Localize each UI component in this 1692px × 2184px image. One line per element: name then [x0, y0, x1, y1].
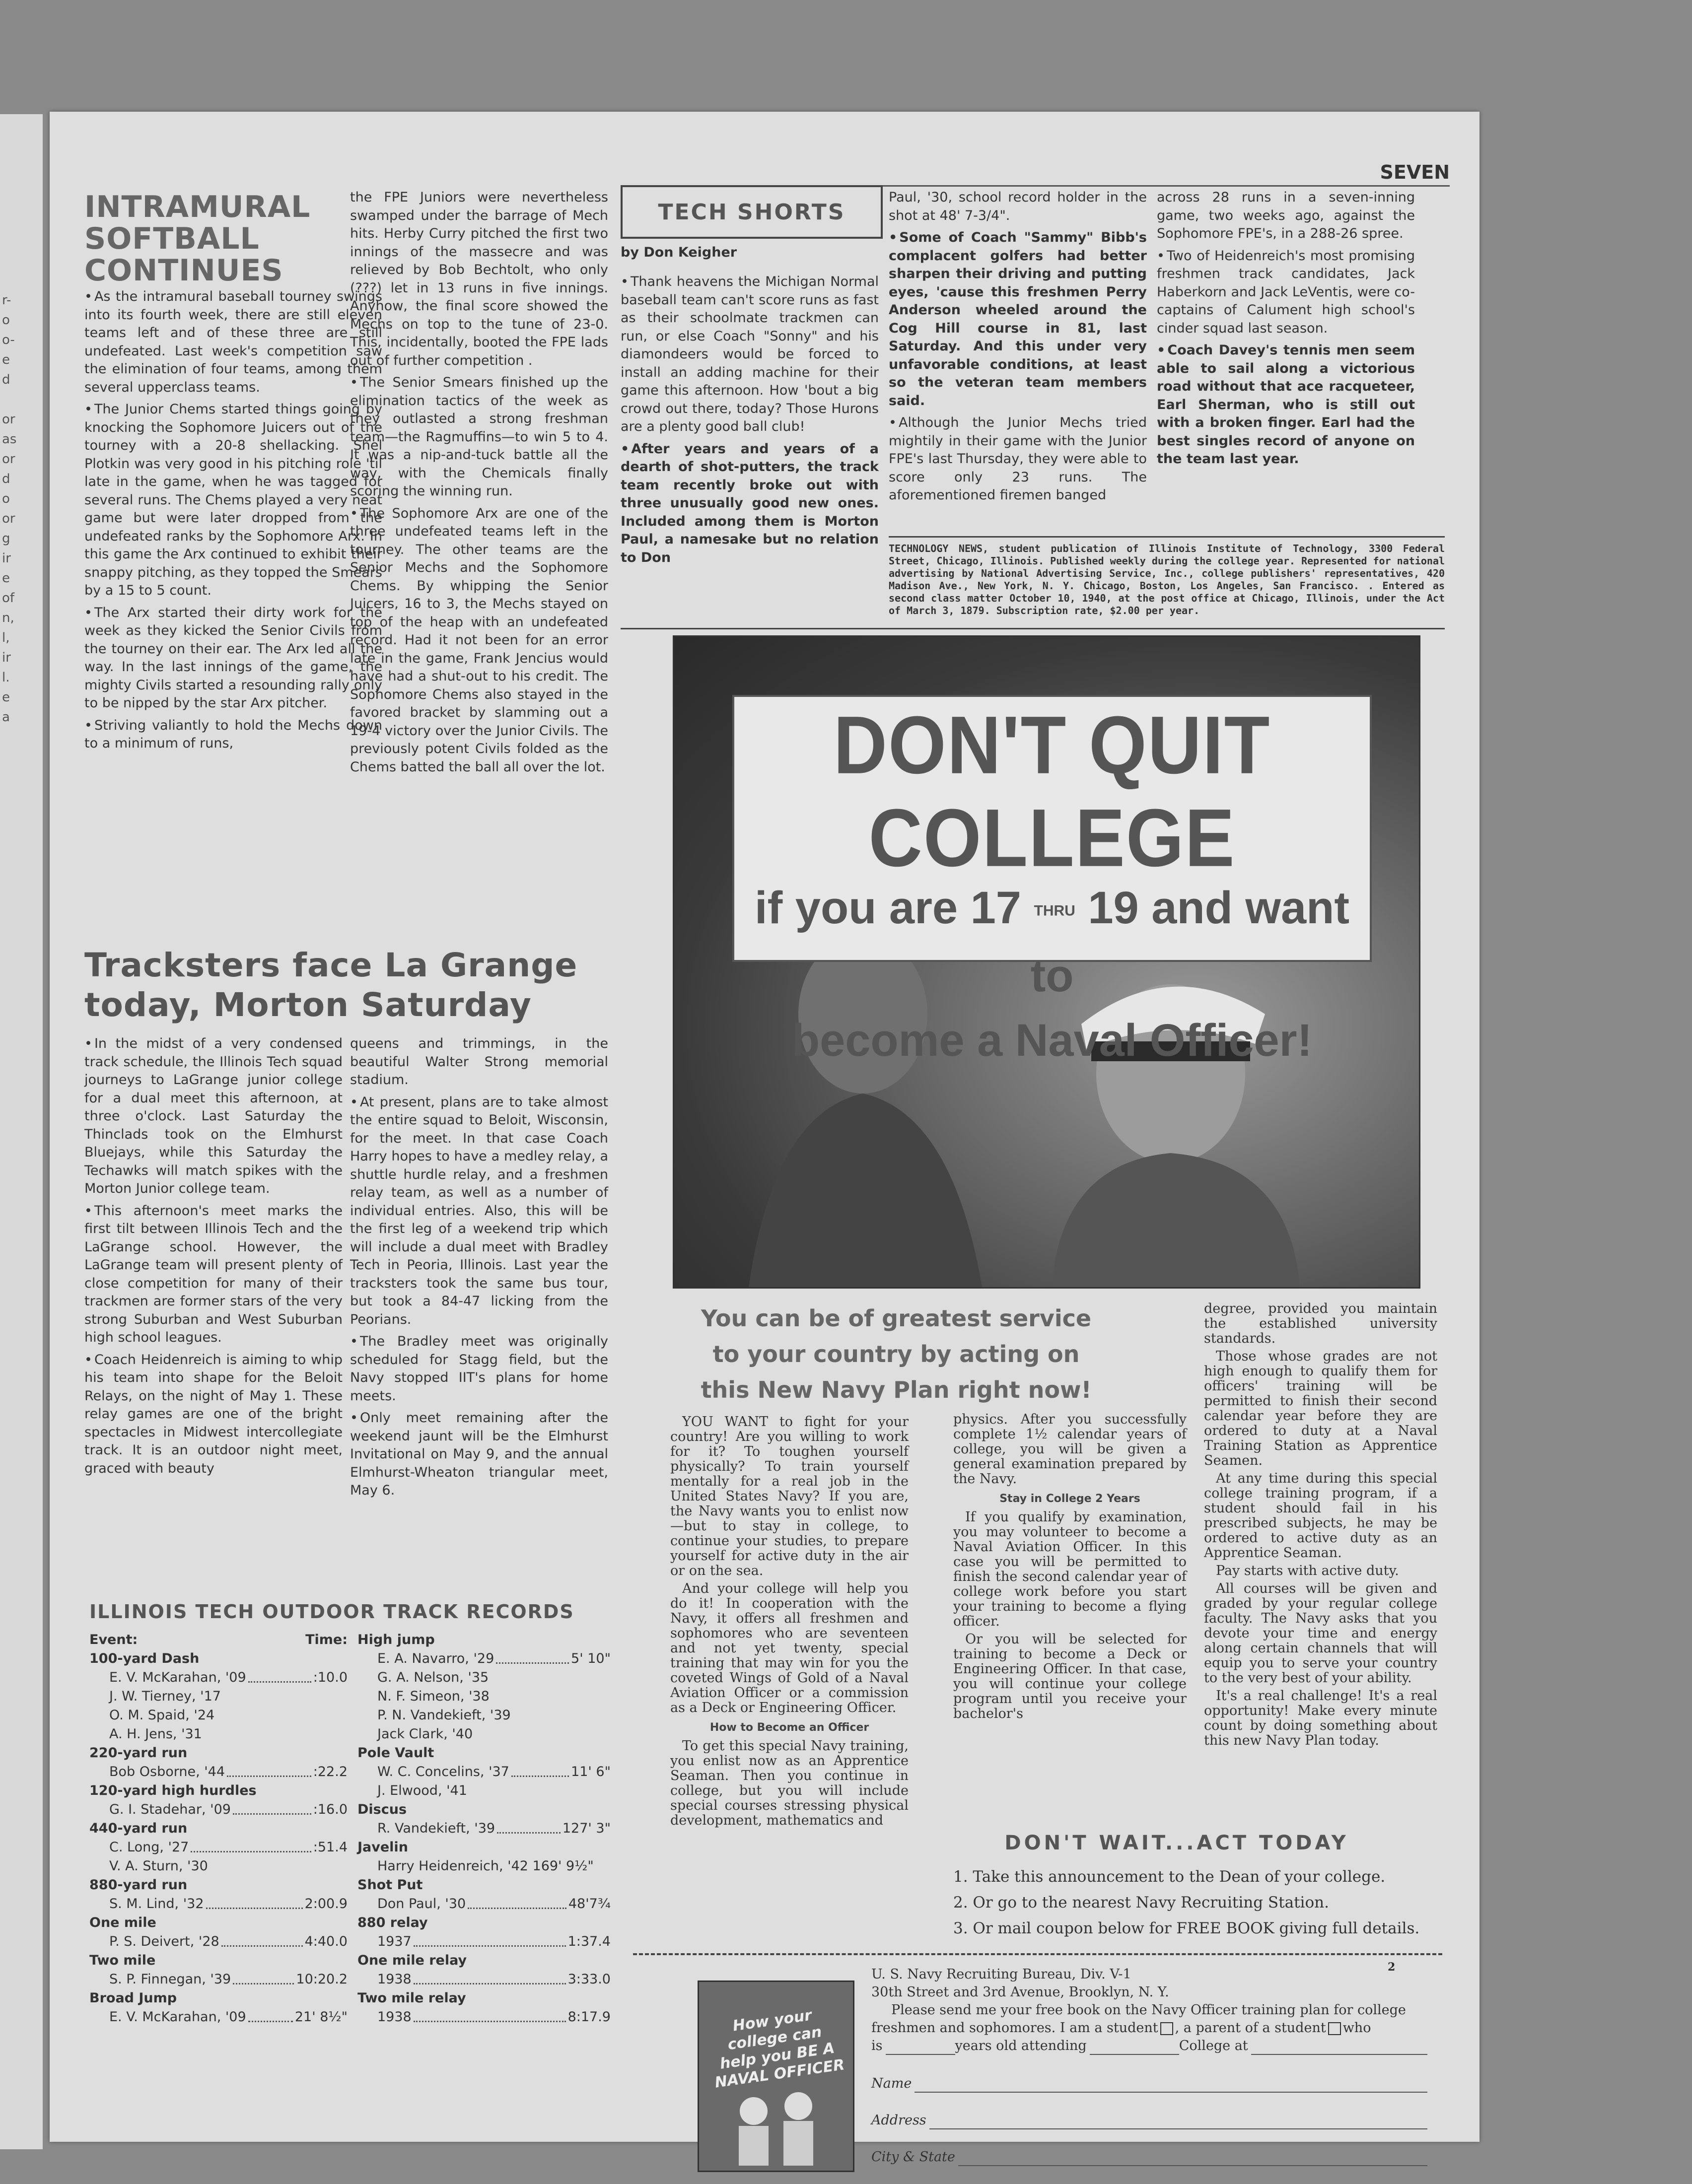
dont-wait-banner: DON'T WAIT...ACT TODAY: [1004, 1832, 1349, 1854]
address-line: [871, 2112, 1427, 2129]
record-row: [357, 1649, 611, 1668]
headline-line: CONTINUES: [84, 253, 283, 288]
edge-text: n,: [2, 611, 14, 625]
record-row: [89, 1800, 348, 1819]
record-event: Pole Vault: [357, 1745, 434, 1761]
record-holder: Don Paul, '30: [377, 1896, 466, 1911]
paragraph: • The Sophomore Arx are one of the three undefeated teams left in the tourney. The other teams are the Senior Mechs and the Sophomore Chems. By whipping the Senior Juicers, 16 to 3, the Mechs stayed on top of the heap with an undefeated record. Had it not been for an error late in the game, Frank Jencius would have had a shut-out to his credit. The Sophomore Chems also stayed in the favored bracket by slamming out a 19-4 victory over the Junior Civils. The previously potent Civils folded as the Chems batted the ball all over the lot.: [350, 505, 608, 777]
record-row: [89, 2008, 348, 2027]
paragraph: physics. After you successfully complete 1½ calendar years of college, you will be given a general examination prepared by the Navy.: [953, 1412, 1187, 1487]
tech-shorts-title-box: TECH SHORTS: [621, 185, 883, 239]
record-value: 5' 10": [571, 1651, 611, 1666]
record-event: 880-yard run: [89, 1877, 188, 1893]
record-holder: J. Elwood, '41: [377, 1783, 467, 1798]
city-label: City & State: [871, 2149, 955, 2165]
record-value: :51.4: [313, 1840, 348, 1855]
record-value: 8:17.9: [567, 2009, 611, 2025]
city-line: [871, 2148, 1427, 2166]
record-row: [357, 1763, 611, 1781]
record-holder: E. A. Navarro, '29: [377, 1651, 494, 1666]
ad-headline-box: [732, 695, 1372, 1066]
paragraph: • Thank heavens the Michigan Normal baseball team can't score runs as fast as their schoolmate trackmen can run, or else Coach "Sonny" and his diamondeers would be forced to install an adding machine for their game this afternoon. How 'bout a big crowd out there, today? Those Hurons are a plenty good ball club!: [621, 273, 879, 436]
edge-text: of: [2, 591, 15, 606]
paragraph: It's a real challenge! It's a real opportunity! Make every minute count by doing something about this new Navy Plan today.: [1204, 1688, 1437, 1748]
record-holder: Bob Osborne, '44: [109, 1764, 225, 1779]
headline-line: Tracksters face La Grange: [84, 946, 578, 984]
record-holder: J. W. Tierney, '17: [109, 1689, 221, 1704]
record-value: 3:33.0: [567, 1972, 611, 1987]
paragraph: • Some of Coach "Sammy" Bibb's complacent golfers had better sharpen their driving and putting eyes, 'cause this freshmen Perry Anderson wheeled around the Cog Hill course in 81, last Saturday. And this under very unfavorable conditions, at least so the veteran team members said.: [889, 229, 1147, 410]
leader-dots: [233, 1970, 294, 1984]
leader-dots: [596, 1857, 609, 1871]
action-steps: [953, 1864, 1440, 1941]
record-holder: S. M. Lind, '32: [109, 1896, 204, 1911]
record-holder: Jack Clark, '40: [377, 1726, 473, 1742]
record-row: [89, 1895, 348, 1913]
record-event: 880 relay: [357, 1915, 428, 1930]
record-value: 48'7¾: [568, 1896, 611, 1911]
paragraph: • The Junior Chems started things going by knocking the Sophomore Juicers out of the tourney with a 20-8 shellacking. Shel Plotkin was very good in his pitching role 'til late in the game, when he was tagged for several runs. The Chems played a very neat game but were later dropped from the undefeated ranks by the Sophomore Arx. In this game the Arx continued to exhibit their snappy pitching, as they topped the Smears by a 15 to 5 count.: [84, 401, 382, 600]
ad-body-column-1: [670, 1415, 909, 1831]
coupon-text: Please send me your free book on the Navy Officer training plan for college: [891, 2002, 1406, 2018]
paragraph: the FPE Juniors were nevertheless swamped under the barrage of Mech hits. Herby Curry pitched the first two innings of the massecre and was relieved by Bob Bechtolt, who only (???) let in 13 runs in five innings. Anyhow, the final score showed the Mechs on top to the tune of 23-0. This, incidentally, booted the FPE lads out of further competition .: [350, 190, 608, 368]
record-holder: 1938: [377, 2009, 412, 2025]
record-row: [89, 1970, 348, 1989]
paragraph: To get this special Navy training, you enlist now as an Apprentice Seaman. Then you continue in college, but you will include special courses stressing physical development, mathematics and: [670, 1738, 909, 1828]
masthead-notice: TECHNOLOGY NEWS, student publication of Illinois Institute of Technology, 3300 Federal Street, Chicago, Illinois. Published weekly during the college year. Represented for national advertising by National Advertising Service, Inc., college publishers' representatives, 420 Madison Ave., New York, N. Y. Chicago, Boston, Los Angeles, San Francisco. . Entered as second class matter October 10, 1940, at the post office at Chicago, Illinois, under the Act of March 3, 1879. Subscription rate, $2.00 per year.: [889, 543, 1445, 616]
edge-text: e: [2, 690, 10, 705]
edge-text: ir: [2, 650, 11, 665]
intramural-column-2: [350, 189, 608, 780]
leader-dots: [511, 1763, 569, 1777]
paragraph: • Only meet remaining after the weekend jaunt will be the Elmhurst Invitational on May 9, and the annual Elmhurst-Wheaton triangular meet, May 6.: [350, 1409, 608, 1500]
tech-shorts-column-2: [889, 189, 1147, 509]
record-holder: G. A. Nelson, '35: [377, 1670, 489, 1685]
record-holder: E. V. McKarahan, '09: [109, 2009, 246, 2025]
record-value: 21' 8½": [294, 2009, 348, 2025]
record-row: [357, 1706, 611, 1725]
age-field[interactable]: [886, 2041, 955, 2055]
record-row: [89, 1668, 348, 1687]
coupon-form: [871, 1966, 1427, 2166]
record-event: Javelin: [357, 1840, 408, 1855]
edge-text: d: [2, 472, 10, 486]
paragraph: • This afternoon's meet marks the first tilt between Illinois Tech and the LaGrange school. However, the LaGrange team will present plenty of close competition for many of their trackmen are former stars of the very strong Suburban and West Suburban high school leagues.: [84, 1202, 343, 1347]
paragraph: And your college will help you do it! In cooperation with the Navy, it offers all freshmen and sophomores who are seventeen and not yet twenty, special training that may win for you the coveted Wings of Gold of a Naval Aviation Officer or a commission as a Deck or Engineering Officer.: [670, 1581, 909, 1715]
paragraph: across 28 runs in a seven-inning game, two weeks ago, against the Sophomore FPE's, in a 288-26 spree.: [1157, 190, 1415, 241]
record-row: [89, 1838, 348, 1857]
edge-text: o: [2, 491, 10, 506]
record-value: 127' 3": [562, 1821, 611, 1836]
headline-line: today, Morton Saturday: [84, 986, 532, 1024]
paragraph: Or you will be selected for training to become a Deck or Engineering Officer. In that case, you will continue your college program until you receive your bachelor's: [953, 1632, 1187, 1721]
record-holder: E. V. McKarahan, '09: [109, 1670, 246, 1685]
edge-text: g: [2, 531, 10, 546]
paragraph: • Two of Heidenreich's most promising freshmen track candidates, Jack Haberkorn and Jack LeVentis, were co-captains of Calument high school's cinder squad last season.: [1157, 247, 1415, 338]
record-row: [357, 1895, 611, 1913]
coupon-address: U. S. Navy Recruiting Bureau, Div. V-1: [871, 1967, 1131, 1982]
records-left-column: [89, 1631, 348, 2027]
record-event: One mile: [89, 1915, 156, 1930]
paragraph: • Coach Davey's tennis men seem able to sail along a victorious road without that ace racqueteer, Earl Sherman, who is still out with a broken finger. Earl had the best singles record of anyone on the team last year.: [1157, 341, 1415, 469]
paragraph: Pay starts with active duty.: [1216, 1563, 1399, 1578]
coupon-text-line-2: [871, 2019, 1427, 2037]
time-header: Time:: [305, 1632, 348, 1647]
leader-dots: [414, 1970, 566, 1984]
record-row: [357, 1725, 611, 1744]
record-value: 4:40.0: [304, 1934, 348, 1949]
edge-text: r-: [2, 293, 11, 308]
record-event: 440-yard run: [89, 1821, 188, 1836]
record-row: [357, 1781, 611, 1800]
coupon-address: 30th Street and 3rd Avenue, Brooklyn, N. Y.: [871, 1984, 1169, 2000]
record-event: Two mile: [89, 1953, 156, 1968]
record-row: [89, 1932, 348, 1951]
address-label: Address: [871, 2113, 926, 2128]
edge-text: l,: [2, 630, 10, 645]
edge-text: l.: [2, 670, 10, 685]
name-label: Name: [871, 2076, 912, 2091]
ad-subheadline: [698, 1300, 1095, 1408]
city-field[interactable]: [958, 2152, 1427, 2166]
headline-line: SOFTBALL: [84, 221, 260, 256]
ad-headline-line2: [734, 876, 1370, 1008]
record-holder: P. S. Deivert, '28: [109, 1934, 219, 1949]
headline-line: INTRAMURAL: [84, 190, 311, 224]
section-rule: [621, 628, 1445, 629]
record-holder: R. Vandekieft, '39: [377, 1821, 495, 1836]
edge-text: d: [2, 372, 10, 387]
ad-body-column-3: [1204, 1301, 1437, 1751]
record-holder: W. C. Concelins, '37: [377, 1764, 509, 1779]
page-folio: SEVEN: [1380, 161, 1450, 183]
record-event: Two mile relay: [357, 1990, 466, 2006]
leader-dots: [210, 1857, 346, 1871]
newspaper-page: [50, 112, 1480, 2165]
record-holder: N. F. Simeon, '38: [377, 1689, 490, 1704]
name-field[interactable]: [915, 2079, 1427, 2093]
record-row: [357, 1687, 611, 1706]
age-text: if you are 17: [755, 883, 1021, 933]
edge-text: or: [2, 511, 15, 526]
paragraph: • The Senior Smears finished up the elimination tactics of the week as they outlasted a strong freshman team—the Ragmuffins—to win 5 to 4. It was a nip-and-tuck battle all the way, with the Chemicals finally scoring the winning run.: [350, 374, 608, 501]
step-item: 3. Or mail coupon below for FREE BOOK giving full details.: [953, 1919, 1420, 1937]
tracksters-column-2: [350, 1035, 608, 1504]
book-illustration: [699, 1982, 853, 2171]
paragraph: queens and trimmings, in the beautiful Walter Strong memorial stadium.: [350, 1036, 608, 1088]
book-title: How your college can help you BE A NAVAL OFFICER: [713, 2006, 846, 2092]
edge-text: e: [2, 571, 10, 586]
record-event: 120-yard high hurdles: [89, 1783, 257, 1798]
record-row: [89, 1706, 348, 1725]
record-event: One mile relay: [357, 1953, 467, 1968]
record-row: [89, 1857, 348, 1876]
edge-text: o-: [2, 333, 15, 347]
leader-dots: [233, 1800, 311, 1815]
record-holder: C. Long, '27: [109, 1840, 189, 1855]
paragraph: Paul, '30, school record holder in the shot at 48' 7-3/4".: [889, 190, 1147, 223]
record-holder: Harry Heidenreich, '42 169' 9½": [377, 1858, 594, 1874]
subhead-line: to your country by acting on: [712, 1341, 1080, 1367]
record-event: Broad Jump: [89, 1990, 177, 2006]
coupon-text: who: [1342, 2020, 1371, 2036]
paragraph: If you qualify by examination, you may volunteer to become a Naval Aviation Officer. In this case you will be permitted to finish the second calendar year of college work before you start your training to become a flying officer.: [953, 1509, 1187, 1629]
record-holder: V. A. Sturn, '30: [109, 1858, 208, 1874]
record-value: 2:00.9: [304, 1896, 348, 1911]
record-holder: O. M. Spaid, '24: [109, 1707, 215, 1723]
leader-dots: [223, 1687, 346, 1702]
paragraph: • After years and years of a dearth of shot-putters, the track team recently broke out with three unusually good new ones. Included among them is Morton Paul, a namesake but no relation to Don: [621, 440, 879, 567]
record-row: [357, 2008, 611, 2027]
record-value: :16.0: [313, 1802, 348, 1817]
records-header: [89, 1631, 348, 1649]
coupon-text: , a parent of a student: [1175, 2020, 1326, 2036]
leader-dots: [496, 1649, 569, 1664]
record-row: [357, 1668, 611, 1687]
leader-dots: [475, 1725, 609, 1739]
coupon-age-line: [871, 2037, 1427, 2055]
step-item: 1. Take this announcement to the Dean of your college.: [953, 1868, 1386, 1886]
ad-headline: DON'T QUIT COLLEGE: [833, 699, 1271, 884]
record-holder: 1937: [377, 1934, 412, 1949]
leader-dots: [513, 1706, 609, 1720]
leader-dots: [227, 1763, 311, 1777]
thru-text: THRU: [1034, 902, 1075, 919]
record-row: [89, 1763, 348, 1781]
record-holder: G. I. Stadehar, '09: [109, 1802, 231, 1817]
leader-dots: [221, 1932, 303, 1947]
record-event: 100-yard Dash: [89, 1651, 200, 1666]
paragraph: degree, provided you maintain the established university standards.: [1204, 1301, 1437, 1346]
event-header: Event:: [89, 1632, 138, 1647]
record-value: :10.0: [313, 1670, 348, 1685]
subhead-line: You can be of greatest service: [701, 1305, 1092, 1332]
ad-body-column-2: [953, 1412, 1187, 1724]
student-checkbox[interactable]: [1160, 2022, 1173, 2035]
attending-field[interactable]: [1090, 2041, 1179, 2055]
paragraph: • At present, plans are to take almost the entire squad to Beloit, Wisconsin, for the meet. In that case Coach Harry hopes to have a medley relay, a shuttle hurdle relay, and a freshmen relay team, as well as a number of individual entries. Also, this will be the first leg of a weekend trip which will include a dual meet with Bradley Tech in Peoria, Illinois. Last year the tracksters took the same bus tour, but took a 84-47 licking from the Peorians.: [350, 1093, 608, 1329]
tracksters-column-1: [84, 1035, 343, 1482]
parent-checkbox[interactable]: [1328, 2022, 1341, 2035]
paragraph: • Striving valiantly to hold the Mechs down to a minimum of runs,: [84, 717, 382, 753]
tech-shorts-column-3: [1157, 189, 1415, 473]
coupon-text: is: [871, 2038, 883, 2053]
tech-shorts-column-1: [621, 273, 879, 571]
leader-dots: [414, 1932, 566, 1947]
age-text-2: 19 and want to: [1030, 883, 1349, 1001]
tech-shorts-byline: by Don Keigher: [621, 245, 737, 260]
paragraph: Those whose grades are not high enough to qualify them for officers' training will be permitted to finish their second calendar year before they are ordered to duty at a Naval Training Station as Apprentice Seamen.: [1204, 1349, 1437, 1468]
masthead-rule-top: [889, 536, 1445, 538]
record-value: :22.2: [313, 1764, 348, 1779]
leader-dots: [248, 2008, 293, 2022]
record-row: [357, 1932, 611, 1951]
leader-dots: [492, 1687, 609, 1702]
record-event: High jump: [357, 1632, 435, 1647]
record-row: [357, 1819, 611, 1838]
leader-dots: [491, 1668, 609, 1683]
records-right-column: [357, 1631, 611, 2027]
leader-dots: [497, 1819, 561, 1834]
edge-text: e: [2, 352, 10, 367]
paragraph: • Although the Junior Mechs tried mightily in their game with the Junior FPE's last Thursday, they were able to score only 23 runs. The aforementioned firemen banged: [889, 414, 1147, 505]
step-item: 2. Or go to the nearest Navy Recruiting Station.: [953, 1894, 1329, 1911]
subhead-line: this New Navy Plan right now!: [701, 1376, 1092, 1403]
leader-dots: [468, 1895, 566, 1909]
ad-headline-line3: become a Naval Officer!: [791, 1015, 1313, 1066]
record-row: [89, 1725, 348, 1744]
coupon-text: College at: [1179, 2038, 1248, 2053]
address-field[interactable]: [929, 2116, 1427, 2129]
paragraph: • The Bradley meet was originally scheduled for Stagg field, but the Navy stopped IIT's plans for home meets.: [350, 1333, 608, 1405]
intramural-headline: [84, 191, 310, 286]
coupon-cut-line: [633, 1953, 1442, 1955]
coupon-text: freshmen and sophomores. I am a student: [871, 2020, 1158, 2036]
leader-dots: [414, 2008, 566, 2022]
leader-dots: [204, 1725, 346, 1739]
paragraph: • As the intramural baseball tourney swings into its fourth week, there are still eleven teams left and of these three are still undefeated. Last week's competition saw the elimination of four teams, among them several upperclass teams.: [84, 288, 382, 397]
free-book-image: [698, 1980, 854, 2172]
record-value: 10:20.2: [296, 1972, 348, 1987]
record-holder: P. N. Vandekieft, '39: [377, 1707, 511, 1723]
record-event: Discus: [357, 1802, 407, 1817]
edge-text: or: [2, 452, 15, 467]
leader-dots: [469, 1781, 609, 1796]
edge-text: ir: [2, 551, 11, 566]
edge-text: as: [2, 432, 17, 447]
leader-dots: [248, 1668, 311, 1683]
record-holder: 1938: [377, 1972, 412, 1987]
record-row: [89, 1687, 348, 1706]
navy-advertisement: [633, 635, 1442, 2165]
coupon-number: 2: [1388, 1961, 1396, 1974]
paragraph: • Coach Heidenreich is aiming to whip his team into shape for the Beloit Relays, on the night of May 1. These relay games are one of the bright spectacles in Midwest intercollegiate track. It is an outdoor night meet, graced with beauty: [84, 1351, 343, 1478]
how-to-heading: How to Become an Officer: [709, 1721, 869, 1734]
adjacent-page-edge: [0, 114, 43, 2149]
edge-text: o: [2, 313, 10, 328]
tracksters-headline: [84, 946, 577, 1025]
record-row: [357, 1970, 611, 1989]
college-field[interactable]: [1251, 2041, 1427, 2055]
leader-dots: [191, 1838, 311, 1852]
record-holder: S. P. Finnegan, '39: [109, 1972, 231, 1987]
leader-dots: [206, 1895, 303, 1909]
record-value: 11' 6": [571, 1764, 611, 1779]
edge-text: a: [2, 710, 10, 725]
paragraph: YOU WANT to fight for your country! Are you willing to work for it? To toughen yourself physically? To train yourself mentally for a real job in the United States Navy? If you are, the Navy wants you to enlist now—but to stay in college, to continue your studies, to prepare yourself for active duty in the air or on the sea.: [670, 1414, 909, 1578]
records-title: ILLINOIS TECH OUTDOOR TRACK RECORDS: [89, 1601, 574, 1623]
intramural-column-1: [84, 288, 382, 757]
record-event: 220-yard run: [89, 1745, 188, 1761]
edge-text: or: [2, 412, 15, 427]
paragraph: • The Arx started their dirty work for the week as they kicked the Senior Civils from the tourney on their ear. The Arx led all the way. In the last innings of the game, the mighty Civils started a resounding rally only to be nipped by the star Arx pitcher.: [84, 604, 382, 713]
coupon-text: years old attending: [955, 2038, 1087, 2053]
paragraph: • In the midst of a very condensed track schedule, the Illinois Tech squad journeys to LaGrange junior college for a dual meet this afternoon, at three o'clock. Last Saturday the Thinclads took on the Elmhurst Bluejays, while this Saturday the Techawks will match spikes with the Morton Junior college team.: [84, 1035, 343, 1198]
record-value: 1:37.4: [567, 1934, 611, 1949]
paragraph: At any time during this special college training program, if a student should fail in his prescribed subjects, he may be ordered to active duty as an Apprentice Seaman.: [1204, 1471, 1437, 1561]
record-row: [357, 1857, 611, 1876]
name-line: [871, 2075, 1427, 2093]
leader-dots: [216, 1706, 346, 1720]
record-holder: A. H. Jens, '31: [109, 1726, 202, 1742]
paragraph: All courses will be given and graded by your regular college faculty. The Navy asks that you devote your time and energy along certain channels that will equip you to serve your country to the very best of your ability.: [1204, 1581, 1437, 1686]
record-event: Shot Put: [357, 1877, 423, 1893]
stay-in-college-heading: Stay in College 2 Years: [999, 1493, 1140, 1505]
